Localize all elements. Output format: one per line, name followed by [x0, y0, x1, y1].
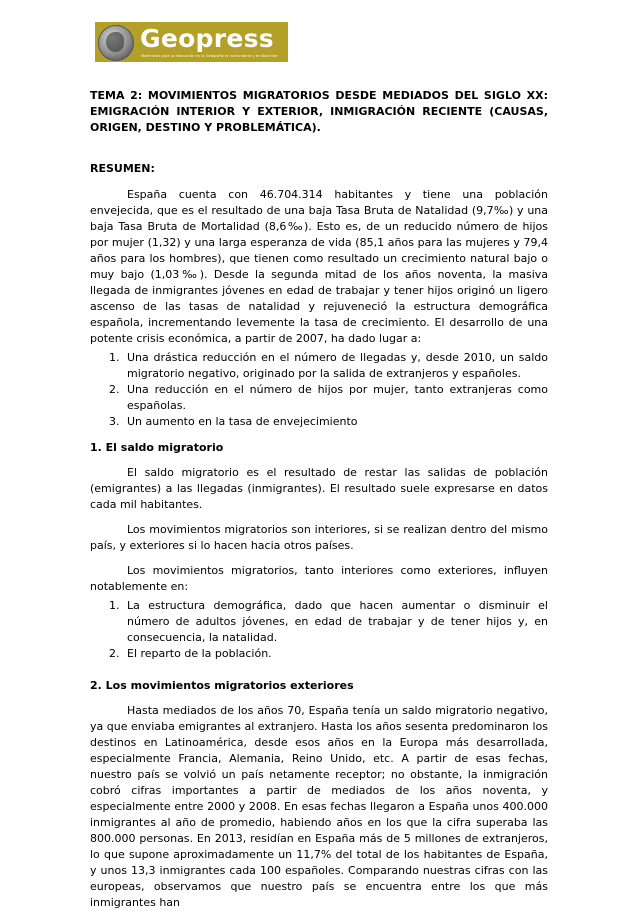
resumen-heading: RESUMEN: — [90, 162, 155, 175]
list-number: 2. — [109, 383, 120, 396]
section1-paragraph-3: Los movimientos migratorios, tanto interiores como exteriores, influyen notablemente en: — [90, 564, 548, 593]
geopress-logo — [95, 22, 288, 62]
logo-tagline: Materiales para la educación en la Geografía en secundaria y en Bachiller — [141, 54, 278, 58]
list-number: 1. — [109, 351, 120, 364]
section1-paragraph-2: Los movimientos migratorios son interiores, si se realizan dentro del mismo país, y exteriores si lo hacen hacia otros países. — [90, 523, 548, 552]
resumen-list — [90, 350, 548, 430]
list-number: 3. — [109, 415, 120, 428]
section2-paragraph-1: Hasta mediados de los años 70, España tenía un saldo migratorio negativo, ya que enviaba emigrantes al extranjero. Hasta los años sesenta predominaron los destinos en Latinoamérica, desde esos años en la Europa más desarrollada, especialmente Francia, Alemania, Reino Unido, etc. A partir de esas fechas, nuestro país se volvió un país netamente receptor; no obstante, la inmigración cobró cifras importantes a partir de mediados de los años noventa, y especialmente entre 2000 y 2008. En esas fechas llegaron a España unos 400.000 inmigrantes al año de promedio, habiendo años en los que la cifra superaba las 800.000 personas. En 2013, residían en España más de 5 millones de extranjeros, lo que supone aproximadamente un 11,7% del total de los habitantes de España, y unos 13,3 inmigrantes cada 100 españoles. Comparando nuestras cifras con las europeas, observamos que nuestro país se encuentra entre los que más inmigrantes han — [90, 704, 548, 909]
list-item — [90, 382, 548, 414]
section-heading: 1. El saldo migratorio — [90, 441, 224, 454]
list-item — [90, 414, 548, 430]
list-item-text: Una reducción en el número de hijos por mujer, tanto extranjeras como españolas. — [127, 383, 548, 412]
list-number: 1. — [109, 599, 120, 612]
list-item-text: El reparto de la población. — [127, 647, 272, 660]
list-item-text: La estructura demográfica, dado que hacen aumentar o disminuir el número de adultos jóvenes, en edad de trabajar y de tener hijos y, en consecuencia, la natalidad. — [127, 599, 548, 644]
document-title: TEMA 2: MOVIMIENTOS MIGRATORIOS DESDE MEDIADOS DEL SIGLO XX: EMIGRACIÓN INTERIOR Y EXTERIOR, INMIGRACIÓN RECIENTE (CAUSAS, ORIGEN, DESTINO Y PROBLEMÁTICA). — [90, 89, 548, 134]
list-item-text: Un aumento en la tasa de envejecimiento — [127, 415, 358, 428]
section-heading: 2. Los movimientos migratorios exteriores — [90, 679, 354, 692]
globe-icon — [98, 25, 134, 61]
list-item — [90, 350, 548, 382]
list-item-text: Una drástica reducción en el número de llegadas y, desde 2010, un saldo migratorio negativo, originado por la salida de extranjeros y españoles. — [127, 351, 548, 380]
list-number: 2. — [109, 647, 120, 660]
resumen-paragraph: España cuenta con 46.704.314 habitantes y tiene una población envejecida, que es el resultado de una baja Tasa Bruta de Natalidad (9,7‰) y una baja Tasa Bruta de Mortalidad (8,6‰). Esto es, de un reducido número de hijos por mujer (1,32) y una larga esperanza de vida (85,1 años para las mujeres y 79,4 años para los hombres), que tienen como resultado un crecimiento natural bajo o muy bajo (1,03‰). Desde la segunda mitad de los años noventa, la masiva llegada de inmigrantes jóvenes en edad de trabajar y tener hijos originó un ligero ascenso de las tasas de natalidad y rejuveneció la estructura demográfica española, incrementando levemente la tasa de crecimiento. El desarrollo de una potente crisis económica, a partir de 2007, ha dado lugar a: — [90, 188, 548, 345]
list-item — [90, 598, 548, 646]
list-item — [90, 646, 548, 662]
section1-list — [90, 598, 548, 662]
section1-paragraph-1: El saldo migratorio es el resultado de restar las salidas de población (emigrantes) a las llegadas (inmigrantes). El resultado suele expresarse en datos cada mil habitantes. — [90, 466, 548, 511]
logo-brand-text: Geopress — [140, 24, 274, 53]
document-body — [90, 88, 548, 911]
